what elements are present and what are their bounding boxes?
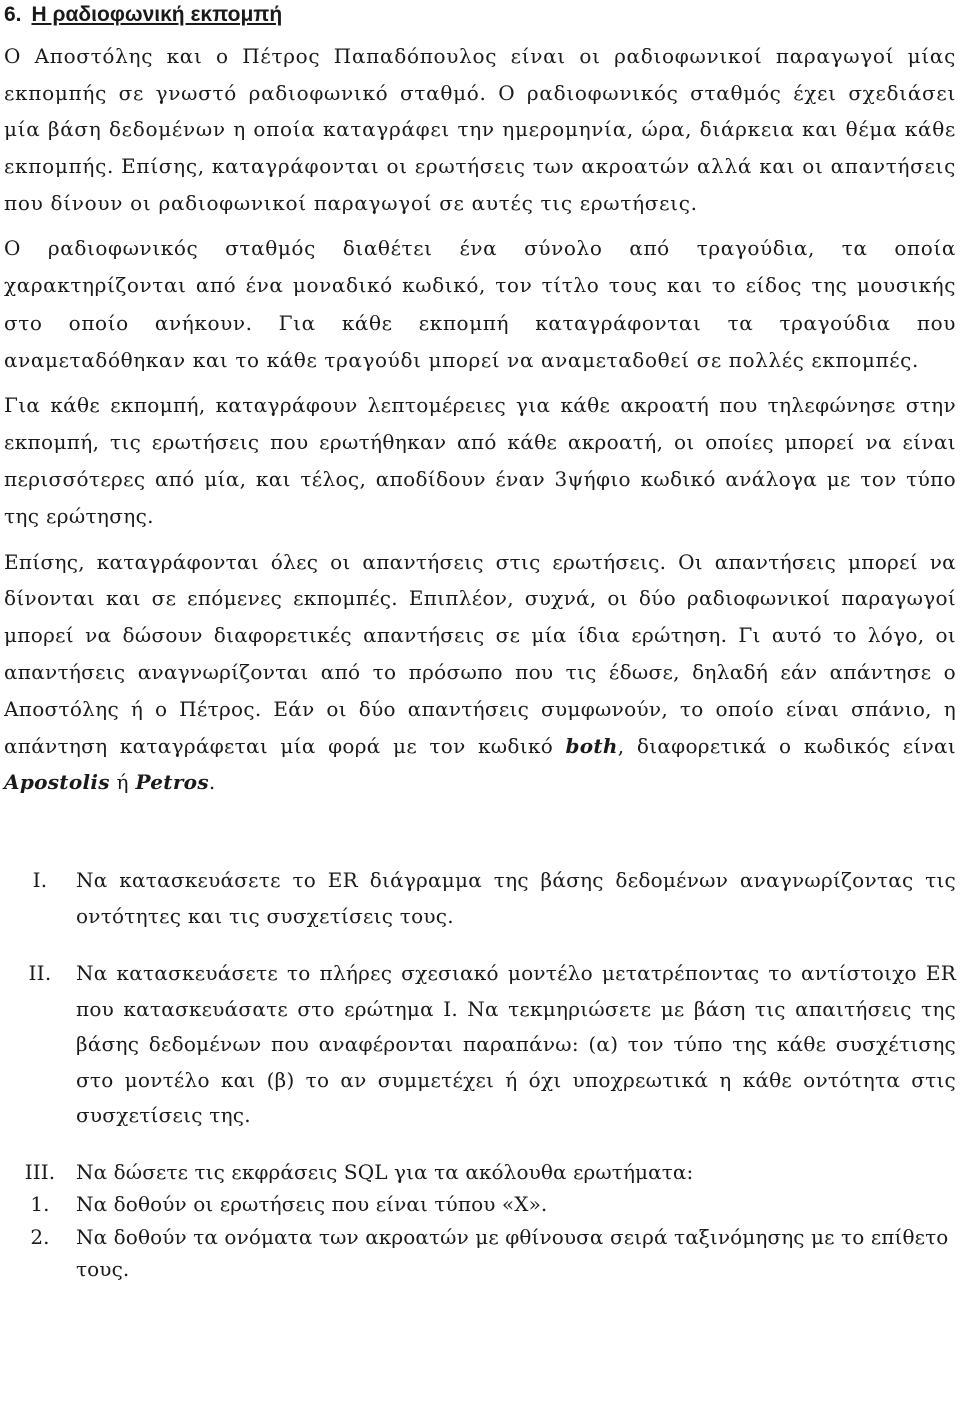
question-item	[4, 863, 956, 934]
paragraph-intro: Ο Αποστόλης και ο Πέτρος Παπαδόπουλος είναι οι ραδιοφωνικοί παραγωγοί μίας εκπομπής σε γνωστό ραδιοφωνικό σταθμό. Ο ραδιοφωνικός σταθμός έχει σχεδιάσει μία βάση δεδομένων η οποία καταγράφει την ημερομηνία, ώρα, διάρκεια και θέμα κάθε εκπομπής. Επίσης, καταγράφονται οι ερωτήσεις των ακροατών αλλά και οι απαντήσεις που δίνουν οι ραδιοφωνικοί παραγωγοί σε αυτές τις ερωτήσεις.	[4, 44, 956, 215]
sub-question-item	[4, 1221, 956, 1285]
paragraph-listeners: Για κάθε εκπομπή, καταγράφουν λεπτομέρειες για κάθε ακροατή που τηλεφώνησε στην εκπομπή, τις ερωτήσεις που ερωτήθηκαν από κάθε ακροατή, οι οποίες μπορεί να είναι περισσότερες από μία, και τέλος, αποδίδουν έναν 3ψήφιο κωδικό ανάλογα με τον τύπο της ερώτησης.	[4, 392, 956, 528]
code-petros: Petros	[135, 770, 209, 795]
question-label: I.	[32, 868, 48, 893]
paragraph-answers-text: Επίσης, καταγράφονται όλες οι απαντήσεις στις ερωτήσεις. Οι απαντήσεις μπορεί να δίνονται και σε επόμενες εκπομπές. Επιπλέον, συχνά, οι δύο ραδιοφωνικοί παραγωγοί μπορεί να δώσουν διαφορετικές απαντήσεις σε μία ίδια ερώτηση. Γι αυτό το λόγο, οι απαντήσεις αναγνωρίζονται από το πρόσωπο που τις έδωσε, δηλαδή εάν απάντησε ο Αποστόλης ή ο Πέτρος. Εάν οι δύο απαντήσεις συμφωνούν, το οποίο είναι σπάνιο, η απάντηση καταγράφεται μία φορά με τον κωδικό	[4, 549, 956, 758]
questions-list	[4, 863, 956, 1285]
question-label: III.	[24, 1159, 56, 1184]
question-item	[4, 956, 956, 1134]
sub-question-label: 1.	[30, 1191, 50, 1216]
section-heading	[4, 0, 956, 28]
code-both: both	[565, 733, 618, 758]
question-text: Να δώσετε τις εκφράσεις SQL για τα ακόλουθα ερωτήματα:	[76, 1159, 694, 1184]
paragraph-answers	[4, 544, 956, 802]
question-item	[4, 1156, 956, 1188]
sub-question-label: 2.	[30, 1224, 50, 1249]
paragraph-songs: Ο ραδιοφωνικός σταθμός διαθέτει ένα σύνολο από τραγούδια, τα οποία χαρακτηρίζονται από ένα μοναδικό κωδικό, τον τίτλο τους και το είδος της μουσικής στο οποίο ανήκουν. Για κάθε εκπομπή καταγράφονται τα τραγούδια που αναμεταδόθηκαν και το κάθε τραγούδι μπορεί να αναμεταδοθεί σε πολλές εκπομπές.	[4, 235, 956, 373]
question-text: Να κατασκευάσετε το πλήρες σχεσιακό μοντέλο μετατρέποντας το αντίστοιχο ER που κατασκευάσατε στο ερώτημα Ι. Να τεκμηριώσετε με βάση τις απαιτήσεις της βάσης δεδομένων που αναφέρονται παραπάνω: (α) τον τύπο της κάθε συσχέτισης στο μοντέλο και (β) το αν συμμετέχει ή όχι υποχρεωτικά η κάθε οντότητα στις συσχετίσεις της.	[76, 961, 956, 1128]
paragraph-answers-or: ή	[116, 770, 129, 795]
sub-question-text: Να δοθούν τα ονόματα των ακροατών με φθίνουσα σειρά ταξινόμησης με το επίθετο τους.	[76, 1224, 949, 1281]
sub-question-text: Να δοθούν οι ερωτήσεις που είναι τύπου «Χ».	[76, 1191, 548, 1216]
paragraph-answers-end: .	[208, 770, 216, 795]
question-label: II.	[28, 961, 52, 986]
section-number: 6.	[4, 3, 22, 26]
code-apostolis: Apostolis	[4, 770, 110, 795]
section-title: Η ραδιοφωνική εκπομπή	[31, 3, 283, 26]
question-text: Να κατασκευάσετε το ER διάγραμμα της βάσης δεδομένων αναγνωρίζοντας τις οντότητες και τις συσχετίσεις τους.	[76, 868, 956, 928]
paragraph-answers-mid: , διαφορετικά ο κωδικός είναι	[617, 733, 956, 758]
sub-question-item	[4, 1188, 956, 1221]
